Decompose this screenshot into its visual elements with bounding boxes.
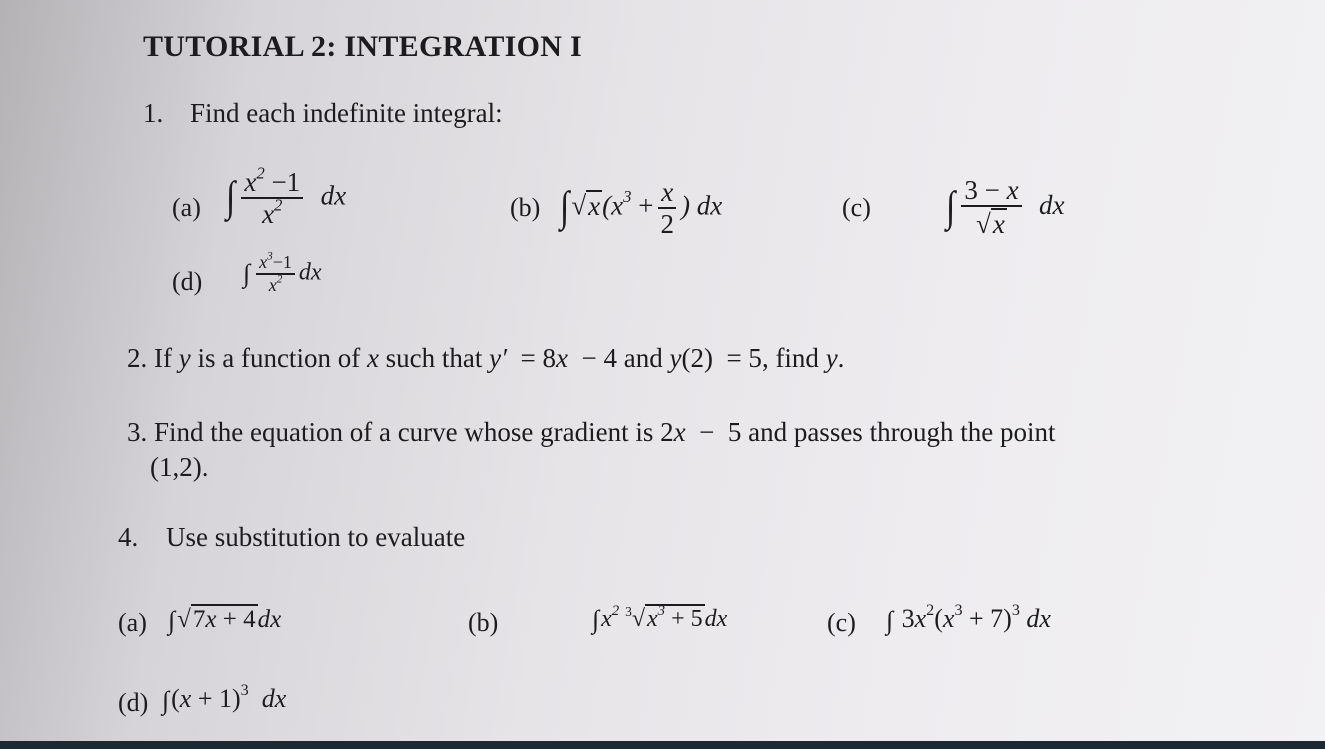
q1d-expression: ∫ $\frac{x^3-1}{x^2}$ dx bbox=[243, 250, 322, 295]
question-1-prompt: Find each indefinite integral: bbox=[190, 98, 503, 128]
q4d-label: (d) bbox=[118, 688, 149, 717]
q1a-expression: ∫ $\frac{x^2 -1}{x^2}$ dx bbox=[226, 163, 347, 230]
q2-number: 2. bbox=[127, 343, 148, 373]
q2-text-5: , find bbox=[761, 343, 819, 373]
q3-number: 3. bbox=[127, 417, 148, 447]
q1c-expression: ∫ $\frac{3 - x}{√x}$ dx bbox=[946, 175, 1065, 240]
question-4-number: 4. bbox=[118, 522, 139, 552]
q4a-expression: ∫√7x + 4dx bbox=[168, 606, 282, 636]
q2-text-2: is a function of bbox=[197, 343, 361, 373]
q1a-label: (a) bbox=[172, 193, 201, 222]
q2-text-3: such that bbox=[385, 343, 483, 373]
q3-point: (1,2). bbox=[150, 452, 209, 482]
question-4-prompt: Use substitution to evaluate bbox=[166, 522, 466, 552]
q2-text-6: . bbox=[837, 343, 845, 373]
q4d-expression: $\int(x + 1)^3$ dx bbox=[162, 681, 287, 716]
q3-text-2: and passes through the point bbox=[748, 417, 1056, 447]
q4a-label: (a) bbox=[118, 608, 147, 637]
q2-equation-2: y(2) = 5 bbox=[669, 343, 762, 373]
question-1-number: 1. bbox=[143, 98, 164, 128]
screen-bezel bbox=[0, 741, 1325, 749]
q1d-label: (d) bbox=[172, 267, 203, 296]
q2-text-1: If bbox=[154, 343, 172, 373]
q4c-label: (c) bbox=[827, 608, 856, 637]
question-3-line-1 bbox=[127, 417, 1056, 448]
question-2: 2. If y is a function of x such that y′ = 8x − 4 and y(2) = 5, find y. bbox=[127, 343, 845, 373]
q2-text-4: and bbox=[623, 343, 663, 373]
q1b-label: (b) bbox=[510, 193, 541, 222]
q1c-label: (c) bbox=[842, 193, 871, 222]
q3-text-1: Find the equation of a curve whose gradient is bbox=[154, 417, 654, 447]
q4c-expression: ∫ $3x^2(x^3 + 7)^3$ dx bbox=[886, 601, 1051, 636]
q2-equation-1: y′ = 8x − 4 bbox=[489, 343, 617, 373]
page-title: TUTORIAL 2: INTEGRATION I bbox=[143, 30, 582, 63]
q3-gradient: 2x − 5 bbox=[660, 417, 742, 447]
q1b-expression: $\int√x(x^3$ + $\frac{x}{2}$ ) dx bbox=[560, 177, 723, 240]
q4b-label: (b) bbox=[468, 608, 499, 637]
q4b-expression: $\int x^2$ $^3√x^3 + 5dx$ bbox=[592, 602, 728, 635]
